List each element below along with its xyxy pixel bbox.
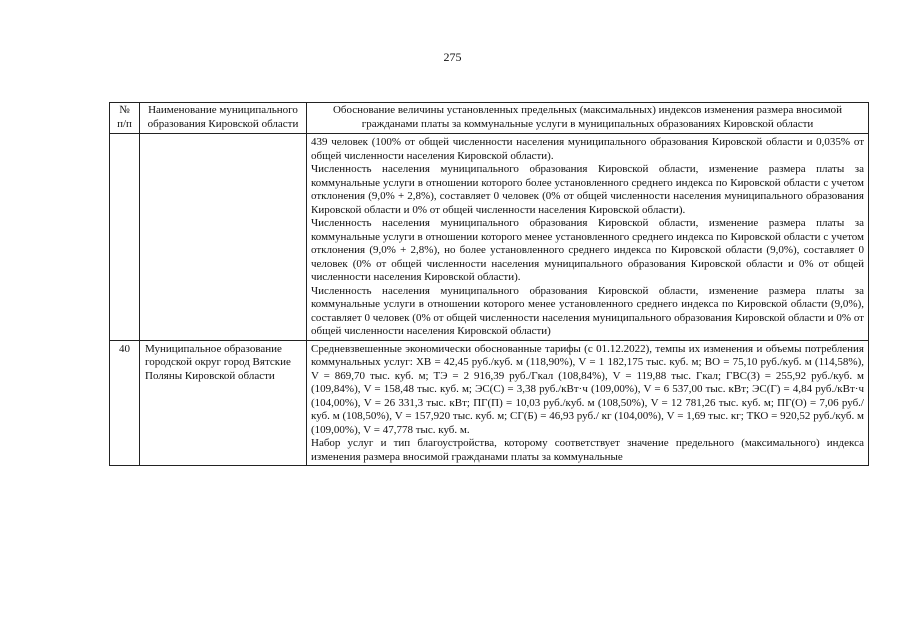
municipality-cell: Муниципальное образование городской округ город Вятские Поляны Кировской области	[140, 340, 307, 466]
index-table	[109, 102, 869, 466]
header-name-label: Наименование муниципального образования Кировской области	[147, 104, 299, 130]
basis-cell	[307, 134, 869, 341]
basis-paragraph: Численность населения муниципального образования Кировской области, изменение размера платы за коммунальные услуги в отношении которого менее установленного среднего индекса по Кировской области (9,0%), составляет 0 человек (0% от общей численности населения муниципального образования Кировской области и 0% от общей численности населения Кировской области)	[311, 284, 864, 337]
row-number-cell	[110, 134, 140, 341]
basis-paragraph: Средневзвешенные экономически обоснованные тарифы (с 01.12.2022), темпы их изменения и объемы потребления коммунальных услуг: ХВ = 42,45 руб./куб. м (118,90%), V = 1 182,175 тыс. куб. м; ВО = 75,10 руб./куб. м (114,58%), V = 869,70 тыс. куб. м; ТЭ = 2 916,39 руб./Гкал (108,84%), V = 119,88 тыс. Гкал; ГВС(З) = 255,92 руб./куб. м (109,84%), V = 158,48 тыс. куб. м; ЭС(С) = 3,38 руб./кВт·ч (109,00%), V = 6 537,00 тыс. кВт; ЭС(Г) = 4,84 руб./кВт·ч (104,00%), V = 26 331,3 тыс. кВт; ПГ(П) = 10,03 руб./куб. м (108,50%), V = 12 781,26 тыс. куб. м; ПГ(О) = 7,06 руб./куб. м (108,50%), V = 157,920 тыс. куб. м; СГ(Б) = 46,93 руб./ кг (104,00%), V = 1,69 тыс. кг; ТКО = 920,52 руб./куб. м (109,00%), V = 47,778 тыс. куб. м.	[311, 342, 864, 436]
table-row	[110, 134, 869, 341]
basis-paragraph: Набор услуг и тип благоустройства, которому соответствует значение предельного (максимального) индекса изменения размера вносимой гражданами платы за коммунальные	[311, 437, 864, 463]
header-num-label: № п/п	[117, 104, 132, 130]
header-name-cell	[140, 103, 307, 134]
basis-paragraph: Численность населения муниципального образования Кировской области, изменение размера платы за коммунальные услуги в отношении которого менее установленного среднего индекса по Кировской области с учетом отклонения (9,0% + 2,8%), но более установленного среднего индекса по Кировской области (9,0%), составляет 0 человек (0% от общей численности населения муниципального образования Кировской области и 0% от общей численности населения Кировской области).	[311, 217, 864, 283]
header-basis-cell	[307, 103, 869, 134]
header-num-cell	[110, 103, 140, 134]
basis-cell	[307, 340, 869, 466]
page-number: 275	[443, 50, 462, 64]
table-row	[110, 340, 869, 466]
basis-paragraph: 439 человек (100% от общей численности населения муниципального образования Кировской области и 0,035% от общей численности населения Кировской области).	[311, 136, 864, 162]
basis-paragraph: Численность населения муниципального образования Кировской области, изменение размера платы за коммунальные услуги в отношении которого более установленного среднего индекса по Кировской области с учетом отклонения (9,0% + 2,8%), составляет 0 человек (0% от общей численности населения муниципального образования Кировской области и 0% от общей численности населения Кировской области).	[311, 163, 864, 216]
municipality-cell	[140, 134, 307, 341]
table-header-row	[110, 103, 869, 134]
header-basis-label: Обоснование величины установленных предельных (максимальных) индексов изменения размера вносимой гражданами платы за коммунальные услуги в муниципальных образованиях Кировской области	[332, 104, 843, 130]
row-number-cell: 40	[110, 340, 140, 466]
